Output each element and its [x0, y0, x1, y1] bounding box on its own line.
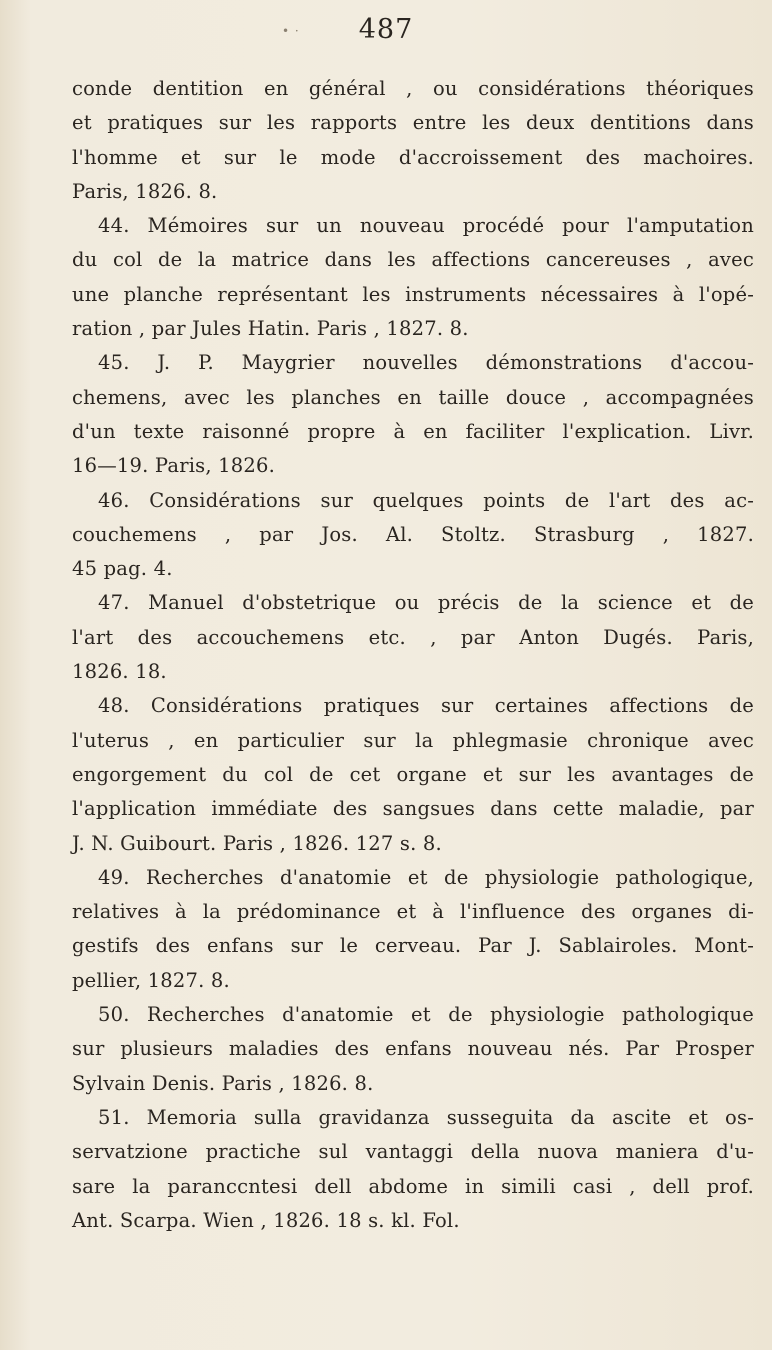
text-line: Ant. Scarpa. Wien , 1826. 18 s. kl. Fol.	[72, 1208, 460, 1232]
text-line: 45 pag. 4.	[72, 557, 173, 581]
text-line: 16—19. Paris, 1826.	[72, 454, 275, 478]
text-line: engorgement du col de cet organe et sur les avantages de	[72, 762, 754, 786]
text-line: du col de la matrice dans les affections cancereuses , avec	[72, 248, 754, 272]
text-line: et pratiques sur les rapports entre les deux dentitions dans	[72, 111, 754, 135]
text-line: J. N. Guibourt. Paris , 1826. 127 s. 8.	[72, 831, 442, 855]
text-line: chemens, avec les planches en taille douce , accompagnées	[72, 385, 754, 409]
text-line: 1826. 18.	[72, 660, 167, 684]
text-line: 45. J. P. Maygrier nouvelles démonstrations d'accou-	[98, 351, 754, 375]
text-line: 46. Considérations sur quelques points de l'art des ac-	[98, 488, 754, 512]
text-line: sare la paranccntesi dell abdome in simili casi , dell prof.	[72, 1174, 754, 1198]
text-line: une planche représentant les instruments nécessaires à l'opé-	[72, 282, 754, 306]
text-line: gestifs des enfans sur le cerveau. Par J. Sablairoles. Mont-	[72, 934, 754, 958]
text-line: relatives à la prédominance et à l'influence des organes di-	[72, 900, 754, 924]
text-line: servatzione practiche sul vantaggi della nuova maniera d'u-	[72, 1140, 754, 1164]
text-line: l'application immédiate des sangsues dans cette maladie, par	[72, 797, 754, 821]
text-line: pellier, 1827. 8.	[72, 968, 230, 992]
text-line: l'uterus , en particulier sur la phlegmasie chronique avec	[72, 728, 754, 752]
text-line: conde dentition en général , ou considérations théoriques	[72, 77, 754, 100]
text-line: 44. Mémoires sur un nouveau procédé pour l'amputation	[98, 214, 754, 238]
text-line: Sylvain Denis. Paris , 1826. 8.	[72, 1071, 374, 1095]
text-line: couchemens , par Jos. Al. Stoltz. Strasburg , 1827.	[72, 522, 754, 546]
page-header	[0, 14, 772, 45]
text-line: 49. Recherches d'anatomie et de physiologie pathologique,	[98, 865, 754, 889]
text-line: 47. Manuel d'obstetrique ou précis de la science et de	[98, 591, 754, 615]
text-line: 51. Memoria sulla gravidanza susseguita da ascite et os-	[98, 1105, 754, 1129]
text-line: l'art des accouchemens etc. , par Anton Dugés. Paris,	[72, 625, 754, 649]
ink-mark: • ·	[282, 24, 300, 38]
text-line: 48. Considérations pratiques sur certaines affections de	[98, 694, 754, 718]
text-line: d'un texte raisonné propre à en faciliter l'explication. Livr.	[72, 419, 754, 443]
text-line: ration , par Jules Hatin. Paris , 1827. 8.	[72, 317, 469, 341]
page-number: 487	[358, 14, 414, 45]
text-block	[72, 72, 754, 1238]
text-line: sur plusieurs maladies des enfans nouveau nés. Par Prosper	[72, 1037, 754, 1061]
text-line: 50. Recherches d'anatomie et de physiologie pathologique	[98, 1003, 754, 1027]
text-line: Paris, 1826. 8.	[72, 179, 218, 203]
text-line: l'homme et sur le mode d'accroissement des machoires.	[72, 145, 754, 169]
